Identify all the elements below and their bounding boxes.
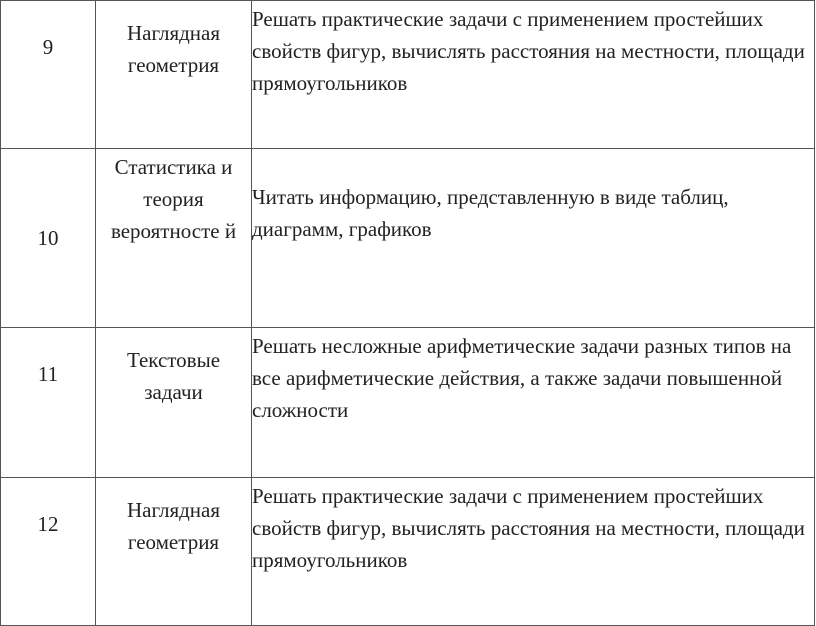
- topic-cell: Текстовые задачи: [96, 328, 252, 478]
- table-row: [1, 1, 815, 149]
- skill-cell: Читать информацию, представленную в виде таблиц, диаграмм, графиков: [252, 149, 815, 328]
- skill-cell: Решать практические задачи с применением простейших свойств фигур, вычислять расстояния на местности, площади прямоугольников: [252, 478, 815, 626]
- topic-cell: Наглядная геометрия: [96, 478, 252, 626]
- table-row: [1, 478, 815, 626]
- row-number: 11: [1, 328, 96, 478]
- row-number: 10: [1, 149, 96, 328]
- table-row: [1, 149, 815, 328]
- row-number: 9: [1, 1, 96, 149]
- skill-cell: Решать несложные арифметические задачи разных типов на все арифметические действия, а также задачи повышенной сложности: [252, 328, 815, 478]
- skill-cell: Решать практические задачи с применением простейших свойств фигур, вычислять расстояния на местности, площади прямоугольников: [252, 1, 815, 149]
- topic-cell: Наглядная геометрия: [96, 1, 252, 149]
- table-row: [1, 328, 815, 478]
- row-number: 12: [1, 478, 96, 626]
- topic-cell: Статистика и теория вероятносте й: [96, 149, 252, 328]
